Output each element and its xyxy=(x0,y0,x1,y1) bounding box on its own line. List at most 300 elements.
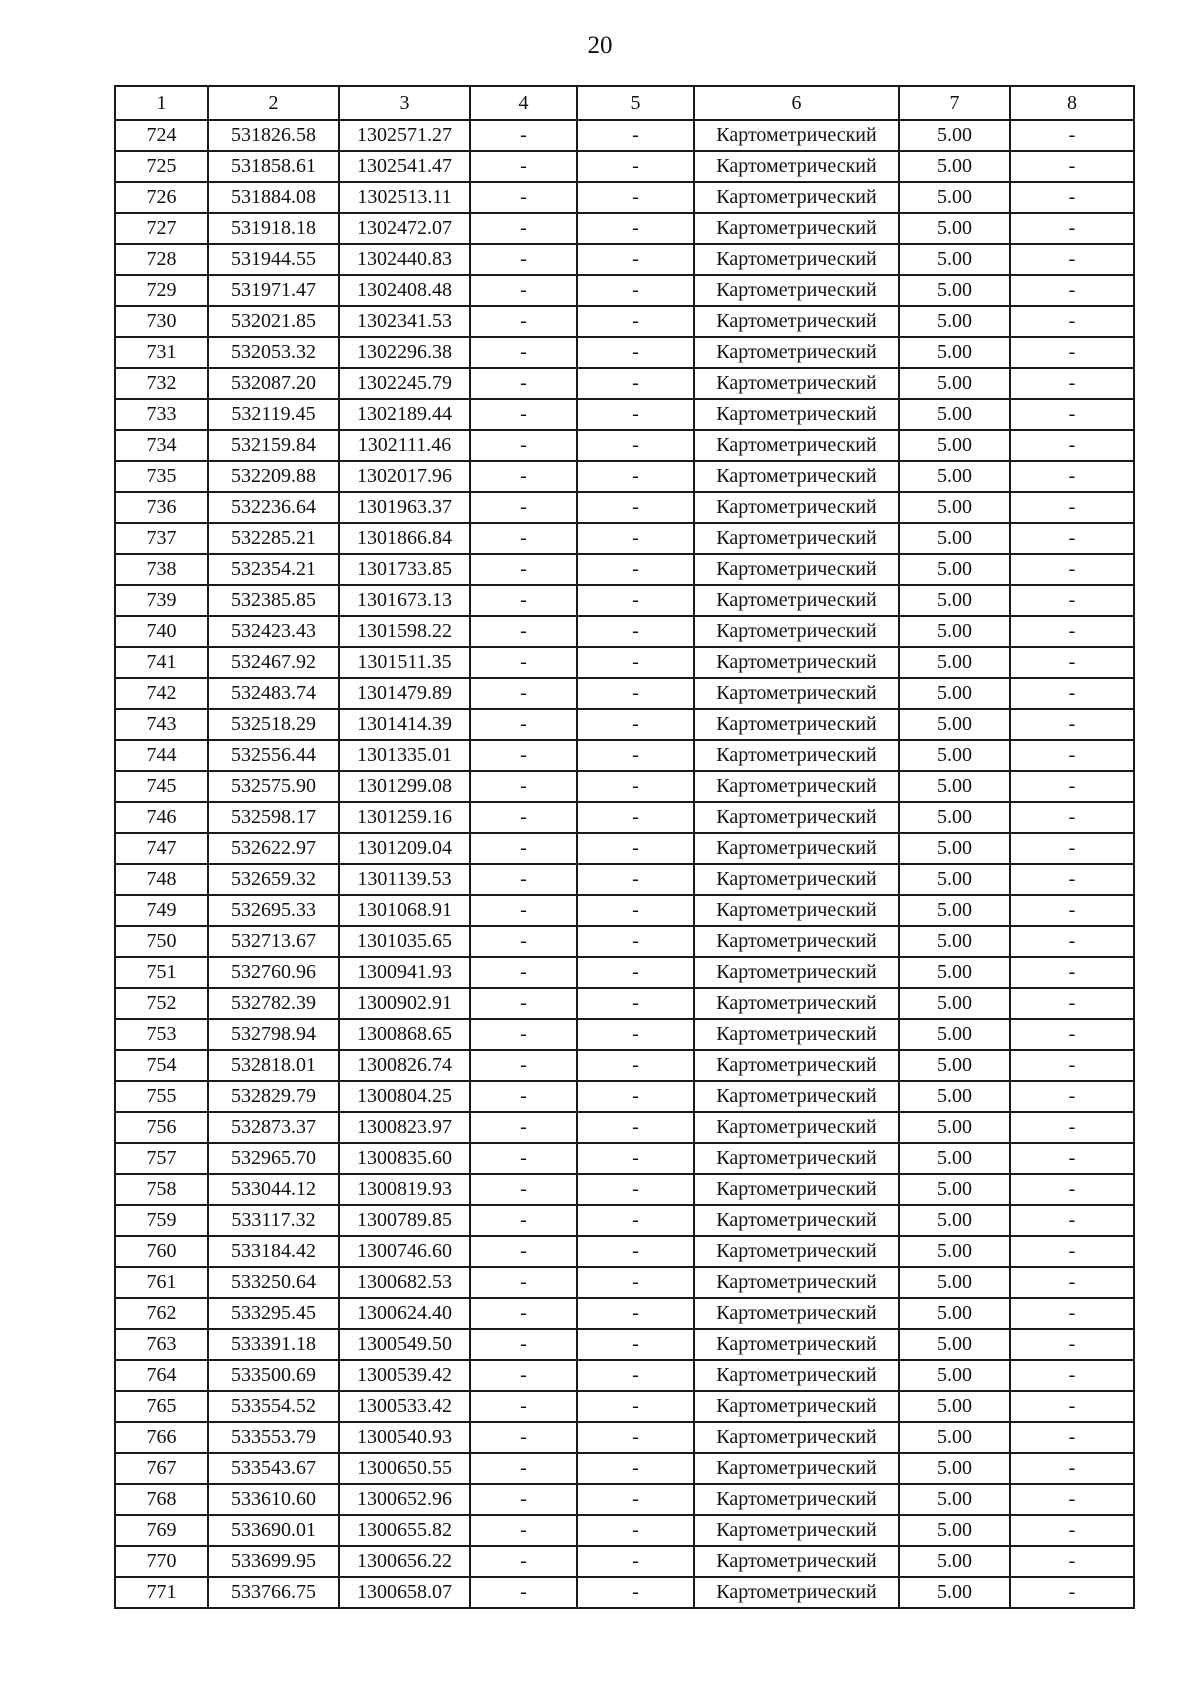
table-cell: 1300624.40 xyxy=(339,1298,470,1329)
table-cell: 1302296.38 xyxy=(339,337,470,368)
table-cell: 5.00 xyxy=(899,1112,1010,1143)
table-row xyxy=(115,430,1134,461)
table-cell: 5.00 xyxy=(899,1019,1010,1050)
table-cell: 532873.37 xyxy=(208,1112,339,1143)
table-cell: - xyxy=(470,740,577,771)
table-cell: - xyxy=(1010,337,1134,368)
table-row xyxy=(115,1081,1134,1112)
table-cell: - xyxy=(470,523,577,554)
table-row xyxy=(115,709,1134,740)
table-cell: 1300533.42 xyxy=(339,1391,470,1422)
table-cell: 5.00 xyxy=(899,399,1010,430)
page-number: 20 xyxy=(587,32,613,59)
table-cell: Картометрический xyxy=(694,833,899,864)
table-row xyxy=(115,1391,1134,1422)
table-cell: 1300789.85 xyxy=(339,1205,470,1236)
table-cell: - xyxy=(577,585,694,616)
table-cell: - xyxy=(577,461,694,492)
table-cell: 5.00 xyxy=(899,151,1010,182)
table-cell: Картометрический xyxy=(694,213,899,244)
table-cell: - xyxy=(577,306,694,337)
table-cell: 5.00 xyxy=(899,306,1010,337)
table-cell: 532829.79 xyxy=(208,1081,339,1112)
table-cell: - xyxy=(1010,957,1134,988)
table-cell: - xyxy=(1010,1081,1134,1112)
table-cell: 5.00 xyxy=(899,957,1010,988)
table-cell: 5.00 xyxy=(899,182,1010,213)
table-cell: - xyxy=(1010,461,1134,492)
table-cell: - xyxy=(470,1515,577,1546)
table-cell: 533250.64 xyxy=(208,1267,339,1298)
table-cell: Картометрический xyxy=(694,1081,899,1112)
table-cell: - xyxy=(577,957,694,988)
table-cell: 757 xyxy=(115,1143,208,1174)
table-cell: - xyxy=(577,895,694,926)
table-cell: 1300823.97 xyxy=(339,1112,470,1143)
table-cell: 532053.32 xyxy=(208,337,339,368)
table-row xyxy=(115,461,1134,492)
table-cell: - xyxy=(1010,151,1134,182)
table-cell: - xyxy=(577,833,694,864)
table-cell: 532087.20 xyxy=(208,368,339,399)
table-cell: Картометрический xyxy=(694,151,899,182)
table-cell: - xyxy=(1010,678,1134,709)
table-row xyxy=(115,368,1134,399)
table-cell: - xyxy=(470,771,577,802)
table-cell: 753 xyxy=(115,1019,208,1050)
table-row xyxy=(115,1019,1134,1050)
table-cell: - xyxy=(470,1546,577,1577)
table-cell: 1301209.04 xyxy=(339,833,470,864)
table-cell: 532575.90 xyxy=(208,771,339,802)
table-cell: 533500.69 xyxy=(208,1360,339,1391)
table-cell: - xyxy=(470,1174,577,1205)
table-cell: 1302245.79 xyxy=(339,368,470,399)
table-cell: Картометрический xyxy=(694,1205,899,1236)
table-cell: 1300902.91 xyxy=(339,988,470,1019)
column-header-1: 1 xyxy=(115,86,208,120)
table-row xyxy=(115,1267,1134,1298)
table-cell: 5.00 xyxy=(899,771,1010,802)
table-cell: Картометрический xyxy=(694,709,899,740)
table-cell: 1302571.27 xyxy=(339,120,470,151)
table-cell: - xyxy=(577,523,694,554)
table-row xyxy=(115,802,1134,833)
table-cell: - xyxy=(1010,368,1134,399)
table-row xyxy=(115,1236,1134,1267)
table-cell: 5.00 xyxy=(899,585,1010,616)
table-cell: - xyxy=(470,833,577,864)
table-cell: - xyxy=(577,1391,694,1422)
table-cell: - xyxy=(577,1422,694,1453)
table-cell: 741 xyxy=(115,647,208,678)
table-cell: - xyxy=(1010,523,1134,554)
table-cell: 729 xyxy=(115,275,208,306)
table-cell: 5.00 xyxy=(899,616,1010,647)
table-cell: - xyxy=(470,1360,577,1391)
table-cell: 1301335.01 xyxy=(339,740,470,771)
table-cell: 754 xyxy=(115,1050,208,1081)
table-cell: 532285.21 xyxy=(208,523,339,554)
table-cell: - xyxy=(470,895,577,926)
table-cell: 1301963.37 xyxy=(339,492,470,523)
table-cell: 1302440.83 xyxy=(339,244,470,275)
table-cell: - xyxy=(577,1577,694,1608)
table-row xyxy=(115,1298,1134,1329)
table-cell: Картометрический xyxy=(694,182,899,213)
table-cell: - xyxy=(1010,120,1134,151)
table-cell: 1301068.91 xyxy=(339,895,470,926)
table-cell: 532598.17 xyxy=(208,802,339,833)
table-cell: - xyxy=(577,1019,694,1050)
table-cell: - xyxy=(470,337,577,368)
table-cell: - xyxy=(1010,647,1134,678)
table-cell: Картометрический xyxy=(694,802,899,833)
table-cell: 1300682.53 xyxy=(339,1267,470,1298)
table-row xyxy=(115,1577,1134,1608)
table-cell: 758 xyxy=(115,1174,208,1205)
table-cell: 742 xyxy=(115,678,208,709)
table-cell: - xyxy=(1010,585,1134,616)
table-cell: - xyxy=(1010,430,1134,461)
table-row xyxy=(115,988,1134,1019)
table-row xyxy=(115,1205,1134,1236)
table-cell: 1302541.47 xyxy=(339,151,470,182)
column-header-2: 2 xyxy=(208,86,339,120)
table-cell: 763 xyxy=(115,1329,208,1360)
table-cell: 756 xyxy=(115,1112,208,1143)
table-cell: - xyxy=(470,182,577,213)
table-cell: - xyxy=(1010,771,1134,802)
table-cell: 533044.12 xyxy=(208,1174,339,1205)
table-cell: - xyxy=(577,1546,694,1577)
table-cell: - xyxy=(1010,213,1134,244)
table-cell: Картометрический xyxy=(694,864,899,895)
table-cell: - xyxy=(470,802,577,833)
table-cell: 5.00 xyxy=(899,740,1010,771)
table-cell: - xyxy=(1010,1236,1134,1267)
table-cell: 5.00 xyxy=(899,1546,1010,1577)
table-row xyxy=(115,957,1134,988)
table-cell: - xyxy=(1010,926,1134,957)
table-cell: 532518.29 xyxy=(208,709,339,740)
table-cell: Картометрический xyxy=(694,1050,899,1081)
table-cell: Картометрический xyxy=(694,492,899,523)
table-cell: - xyxy=(577,1298,694,1329)
table-row xyxy=(115,1329,1134,1360)
table-cell: 1300658.07 xyxy=(339,1577,470,1608)
table-cell: - xyxy=(1010,1360,1134,1391)
table-cell: - xyxy=(470,1422,577,1453)
table-cell: - xyxy=(577,802,694,833)
table-header-row xyxy=(115,86,1134,120)
table-cell: 1301866.84 xyxy=(339,523,470,554)
column-header-4: 4 xyxy=(470,86,577,120)
table-cell: - xyxy=(577,1081,694,1112)
table-cell: - xyxy=(1010,306,1134,337)
table-cell: 5.00 xyxy=(899,337,1010,368)
table-cell: 730 xyxy=(115,306,208,337)
table-row xyxy=(115,523,1134,554)
table-cell: - xyxy=(1010,399,1134,430)
table-cell: - xyxy=(470,926,577,957)
table-cell: 5.00 xyxy=(899,1298,1010,1329)
table-cell: 533553.79 xyxy=(208,1422,339,1453)
table-cell: - xyxy=(470,1143,577,1174)
table-row xyxy=(115,1112,1134,1143)
table-cell: 762 xyxy=(115,1298,208,1329)
table-cell: - xyxy=(1010,833,1134,864)
table-cell: 1302017.96 xyxy=(339,461,470,492)
table-cell: 532385.85 xyxy=(208,585,339,616)
table-row xyxy=(115,120,1134,151)
table-cell: 745 xyxy=(115,771,208,802)
table-body xyxy=(115,120,1134,1608)
table-cell: - xyxy=(1010,988,1134,1019)
table-row xyxy=(115,678,1134,709)
table-cell: - xyxy=(470,1453,577,1484)
table-cell: - xyxy=(470,1236,577,1267)
table-cell: - xyxy=(577,771,694,802)
table-cell: - xyxy=(577,988,694,1019)
table-cell: 5.00 xyxy=(899,244,1010,275)
table-cell: Картометрический xyxy=(694,1112,899,1143)
table-cell: - xyxy=(1010,1050,1134,1081)
table-cell: 532236.64 xyxy=(208,492,339,523)
table-cell: - xyxy=(470,213,577,244)
table-cell: - xyxy=(470,120,577,151)
table-cell: - xyxy=(470,616,577,647)
table-cell: 5.00 xyxy=(899,1205,1010,1236)
table-cell: - xyxy=(577,213,694,244)
table-cell: - xyxy=(470,492,577,523)
table-cell: - xyxy=(470,151,577,182)
table-cell: 1300826.74 xyxy=(339,1050,470,1081)
table-cell: 737 xyxy=(115,523,208,554)
table-cell: 532354.21 xyxy=(208,554,339,585)
table-cell: 1300941.93 xyxy=(339,957,470,988)
table-cell: - xyxy=(577,709,694,740)
table-row xyxy=(115,1174,1134,1205)
column-header-8: 8 xyxy=(1010,86,1134,120)
table-cell: Картометрический xyxy=(694,1019,899,1050)
table-cell: - xyxy=(1010,1515,1134,1546)
table-cell: - xyxy=(470,399,577,430)
table-cell: - xyxy=(577,1515,694,1546)
table-cell: 1300540.93 xyxy=(339,1422,470,1453)
table-cell: 1300835.60 xyxy=(339,1143,470,1174)
table-cell: Картометрический xyxy=(694,306,899,337)
table-cell: 724 xyxy=(115,120,208,151)
table-cell: - xyxy=(577,616,694,647)
table-cell: 5.00 xyxy=(899,1174,1010,1205)
table-cell: 532782.39 xyxy=(208,988,339,1019)
table-cell: 1300656.22 xyxy=(339,1546,470,1577)
table-cell: 533690.01 xyxy=(208,1515,339,1546)
table-cell: 1302189.44 xyxy=(339,399,470,430)
table-cell: - xyxy=(1010,1205,1134,1236)
table-cell: - xyxy=(1010,1577,1134,1608)
table-cell: 5.00 xyxy=(899,275,1010,306)
table-cell: 5.00 xyxy=(899,988,1010,1019)
table-row xyxy=(115,1143,1134,1174)
table-cell: 1300804.25 xyxy=(339,1081,470,1112)
table-cell: - xyxy=(1010,1484,1134,1515)
table-cell: - xyxy=(1010,275,1134,306)
table-cell: Картометрический xyxy=(694,957,899,988)
table-cell: 532659.32 xyxy=(208,864,339,895)
table-cell: 5.00 xyxy=(899,1422,1010,1453)
table-cell: - xyxy=(1010,1143,1134,1174)
table-row xyxy=(115,895,1134,926)
table-cell: 733 xyxy=(115,399,208,430)
table-cell: Картометрический xyxy=(694,554,899,585)
table-cell: 1301673.13 xyxy=(339,585,470,616)
table-cell: - xyxy=(470,1267,577,1298)
table-cell: - xyxy=(1010,802,1134,833)
table-cell: 1301479.89 xyxy=(339,678,470,709)
table-cell: Картометрический xyxy=(694,1174,899,1205)
table-cell: 5.00 xyxy=(899,1515,1010,1546)
table-cell: 1300819.93 xyxy=(339,1174,470,1205)
table-row xyxy=(115,926,1134,957)
table-cell: - xyxy=(577,1050,694,1081)
table-cell: 1302472.07 xyxy=(339,213,470,244)
table-cell: 768 xyxy=(115,1484,208,1515)
table-cell: Картометрический xyxy=(694,1360,899,1391)
table-cell: 532467.92 xyxy=(208,647,339,678)
table-cell: Картометрический xyxy=(694,926,899,957)
table-cell: 1300650.55 xyxy=(339,1453,470,1484)
table-cell: 5.00 xyxy=(899,647,1010,678)
table-cell: 767 xyxy=(115,1453,208,1484)
table-cell: Картометрический xyxy=(694,1143,899,1174)
table-cell: 533391.18 xyxy=(208,1329,339,1360)
table-row xyxy=(115,771,1134,802)
table-cell: 532021.85 xyxy=(208,306,339,337)
table-cell: 532159.84 xyxy=(208,430,339,461)
table-cell: - xyxy=(577,1236,694,1267)
table-cell: - xyxy=(470,1391,577,1422)
table-cell: 533699.95 xyxy=(208,1546,339,1577)
table-cell: - xyxy=(470,1112,577,1143)
table-cell: 731 xyxy=(115,337,208,368)
table-cell: 726 xyxy=(115,182,208,213)
table-cell: - xyxy=(470,275,577,306)
table-cell: 770 xyxy=(115,1546,208,1577)
column-header-3: 3 xyxy=(339,86,470,120)
table-cell: 744 xyxy=(115,740,208,771)
table-cell: 734 xyxy=(115,430,208,461)
table-cell: 532965.70 xyxy=(208,1143,339,1174)
table-cell: - xyxy=(1010,182,1134,213)
table-row xyxy=(115,1546,1134,1577)
table-cell: - xyxy=(470,1081,577,1112)
table-cell: 727 xyxy=(115,213,208,244)
table-cell: 1302408.48 xyxy=(339,275,470,306)
table-cell: 533543.67 xyxy=(208,1453,339,1484)
table-cell: - xyxy=(1010,864,1134,895)
table-cell: 748 xyxy=(115,864,208,895)
table-cell: 5.00 xyxy=(899,926,1010,957)
table-cell: 759 xyxy=(115,1205,208,1236)
table-cell: - xyxy=(470,1205,577,1236)
table-cell: - xyxy=(577,1484,694,1515)
table-cell: - xyxy=(470,957,577,988)
table-cell: 5.00 xyxy=(899,523,1010,554)
table-cell: 760 xyxy=(115,1236,208,1267)
table-cell: 5.00 xyxy=(899,1453,1010,1484)
table-row xyxy=(115,585,1134,616)
table-cell: - xyxy=(577,1329,694,1360)
table-cell: 743 xyxy=(115,709,208,740)
table-cell: - xyxy=(577,1143,694,1174)
table-cell: - xyxy=(1010,895,1134,926)
table-cell: - xyxy=(577,399,694,430)
table-cell: 749 xyxy=(115,895,208,926)
table-cell: Картометрический xyxy=(694,647,899,678)
table-cell: Картометрический xyxy=(694,585,899,616)
table-row xyxy=(115,492,1134,523)
table-cell: 5.00 xyxy=(899,1143,1010,1174)
table-cell: 5.00 xyxy=(899,1484,1010,1515)
table-cell: 5.00 xyxy=(899,1236,1010,1267)
table-cell: 732 xyxy=(115,368,208,399)
table-cell: 532556.44 xyxy=(208,740,339,771)
table-cell: Картометрический xyxy=(694,461,899,492)
table-cell: - xyxy=(577,926,694,957)
table-cell: - xyxy=(1010,1174,1134,1205)
table-cell: Картометрический xyxy=(694,1515,899,1546)
table-row xyxy=(115,399,1134,430)
table-cell: 532818.01 xyxy=(208,1050,339,1081)
table-cell: - xyxy=(1010,616,1134,647)
table-cell: 1301299.08 xyxy=(339,771,470,802)
table-cell: - xyxy=(1010,1267,1134,1298)
table-row xyxy=(115,337,1134,368)
table-cell: 1300746.60 xyxy=(339,1236,470,1267)
table-cell: 769 xyxy=(115,1515,208,1546)
table-cell: 532209.88 xyxy=(208,461,339,492)
table-cell: 735 xyxy=(115,461,208,492)
table-cell: - xyxy=(577,1267,694,1298)
table-cell: 5.00 xyxy=(899,833,1010,864)
table-cell: - xyxy=(1010,554,1134,585)
table-cell: Картометрический xyxy=(694,1546,899,1577)
table-cell: Картометрический xyxy=(694,988,899,1019)
table-cell: - xyxy=(577,368,694,399)
table-cell: 766 xyxy=(115,1422,208,1453)
table-cell: - xyxy=(470,647,577,678)
table-cell: Картометрический xyxy=(694,1484,899,1515)
table-cell: - xyxy=(470,864,577,895)
table-cell: - xyxy=(1010,1112,1134,1143)
table-cell: Картометрический xyxy=(694,275,899,306)
table-cell: - xyxy=(577,1112,694,1143)
table-cell: Картометрический xyxy=(694,430,899,461)
table-cell: 5.00 xyxy=(899,461,1010,492)
table-row xyxy=(115,616,1134,647)
table-cell: 1302341.53 xyxy=(339,306,470,337)
coordinates-table xyxy=(114,85,1135,1609)
table-cell: - xyxy=(577,678,694,709)
table-cell: - xyxy=(577,647,694,678)
table-cell: - xyxy=(1010,1453,1134,1484)
table-cell: 533610.60 xyxy=(208,1484,339,1515)
table-row xyxy=(115,833,1134,864)
table-cell: 531944.55 xyxy=(208,244,339,275)
table-cell: - xyxy=(470,1484,577,1515)
